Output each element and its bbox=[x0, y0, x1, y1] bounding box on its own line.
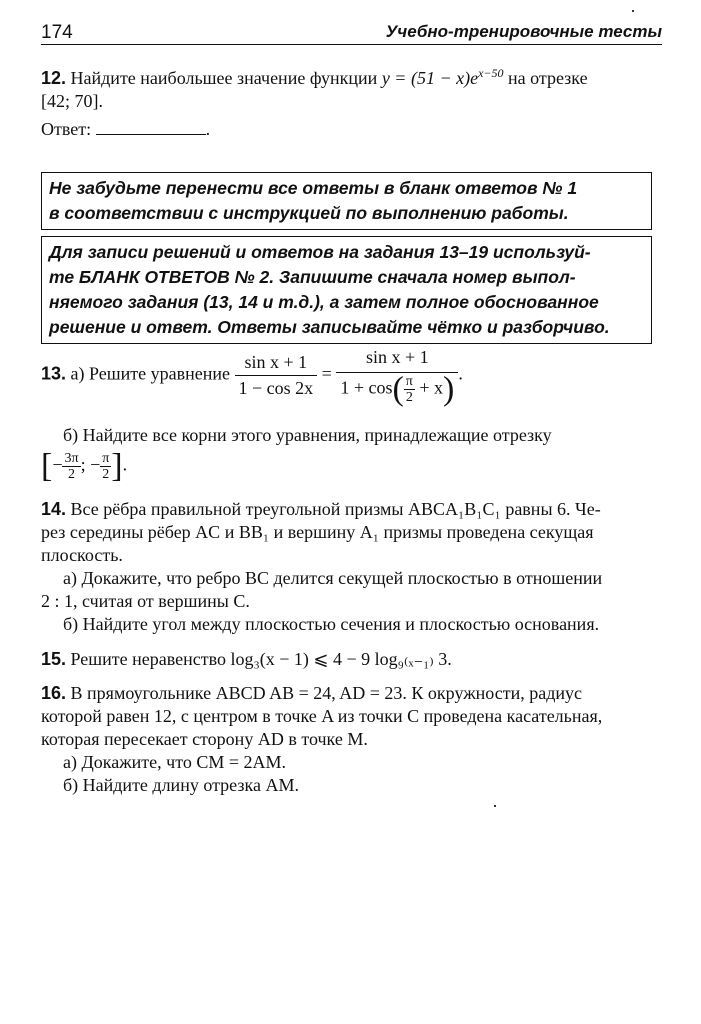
notice-box-2 bbox=[41, 236, 652, 344]
lhs-numerator: sin x + 1 bbox=[235, 351, 318, 376]
answer-label: Ответ: bbox=[41, 119, 92, 139]
task-12-exponent: x−50 bbox=[478, 66, 504, 80]
notice-box-1 bbox=[41, 172, 652, 230]
task-16-b-line: б) Найдите длину отрезка AM. bbox=[63, 775, 299, 795]
task-16-line-2: которой равен 12, с центром в точке A из точки C проведена касательная, bbox=[41, 706, 603, 726]
running-title: Учебно-тренировочные тесты bbox=[385, 22, 662, 41]
task-13-a-text: а) Решите уравнение bbox=[70, 363, 230, 384]
task-12-answer: Ответ: . bbox=[41, 119, 211, 139]
task-12-number: 12. bbox=[41, 68, 67, 88]
segment-end-num: π bbox=[102, 451, 110, 466]
task-13-b-text: б) Найдите все корни этого уравнения, принадлежащие отрезку bbox=[63, 425, 552, 445]
lhs-denominator: 1 − cos 2x bbox=[238, 378, 314, 398]
pi-denominator: 2 bbox=[405, 390, 413, 405]
task-14-number: 14. bbox=[41, 499, 67, 519]
task-12-interval: [42; 70]. bbox=[41, 91, 103, 111]
task-12-formula: y = (51 − x)e bbox=[381, 68, 479, 88]
rhs-den-prefix: 1 + cos bbox=[340, 377, 393, 398]
page-number: 174 bbox=[41, 22, 73, 43]
task-14-a-line-2: 2 : 1, считая от вершины C. bbox=[41, 591, 250, 611]
task-13-number: 13. bbox=[41, 363, 67, 384]
rhs-denominator: 1 + cos( $\frac{\pi}{2}$ + x) bbox=[340, 370, 455, 408]
scan-speck bbox=[494, 805, 496, 807]
task-14-line-2: рез середины рёбер AC и BB₁ и вершину A₁ призмы проведена секущая bbox=[41, 522, 594, 542]
task-15-text: Решите неравенство log₃(x − 1) ⩽ 4 − 9 log₉₍ₓ₋₁₎ 3. bbox=[70, 649, 452, 669]
task-16-line-3: которая пересекает сторону AD в точке M. bbox=[41, 729, 368, 749]
task-15 bbox=[41, 648, 662, 671]
segment-end-den: 2 bbox=[102, 467, 110, 482]
task-13-part-a bbox=[41, 346, 662, 408]
answer-blank bbox=[96, 118, 206, 135]
task-16-line-1: В прямоугольнике ABCD AB = 24, AD = 23. К окружности, радиус bbox=[70, 683, 582, 703]
rhs-numerator: sin x + 1 bbox=[336, 346, 458, 373]
notice-1-line-1: Не забудьте перенести все ответы в бланк ответов № 1 bbox=[49, 178, 578, 198]
task-14 bbox=[41, 498, 662, 636]
scan-speck bbox=[632, 10, 634, 12]
lhs-fraction bbox=[235, 351, 318, 400]
notice-2-line-1: Для записи решений и ответов на задания 13–19 используй- bbox=[49, 242, 591, 262]
segment-end bbox=[100, 451, 111, 482]
task-13-part-b bbox=[41, 424, 662, 485]
task-14-a-line-1: а) Докажите, что ребро BC делится секущей плоскостью в отношении bbox=[63, 568, 603, 588]
notice-1-line-2: в соответствии с инструкцией по выполнению работы. bbox=[49, 203, 569, 223]
task-13-segment: [− $\frac{3\pi}{2}$ ; − $\frac{\pi}{2}$ ]. bbox=[41, 447, 128, 485]
task-16-a-line: а) Докажите, что CM = 2AM. bbox=[63, 752, 286, 772]
task-15-number: 15. bbox=[41, 649, 67, 669]
segment-start-num: 3π bbox=[64, 451, 79, 466]
segment-start bbox=[62, 451, 80, 482]
task-16-number: 16. bbox=[41, 683, 67, 703]
task-12-text-after: на отрезке bbox=[508, 68, 588, 88]
rhs-den-suffix: + x bbox=[419, 377, 444, 398]
task-12 bbox=[41, 62, 662, 113]
rhs-fraction bbox=[336, 346, 458, 408]
equals-sign: = bbox=[321, 363, 332, 384]
page-header bbox=[41, 22, 662, 45]
pi-half-fraction bbox=[404, 374, 415, 405]
segment-start-den: 2 bbox=[68, 467, 76, 482]
equation-end: . bbox=[458, 363, 463, 384]
notice-2-line-4: решение и ответ. Ответы записывайте чётко и разборчиво. bbox=[49, 317, 610, 337]
task-14-b-line: б) Найдите угол между плоскостью сечения и плоскостью основания. bbox=[63, 614, 600, 634]
pi-numerator: π bbox=[405, 374, 413, 389]
notice-2-line-3: няемого задания (13, 14 и т.д.), а затем полное обоснованное bbox=[49, 292, 599, 312]
notice-2-line-2: те БЛАНК ОТВЕТОВ № 2. Запишите сначала номер выпол- bbox=[49, 267, 576, 287]
task-14-line-1: Все рёбра правильной треугольной призмы ABCA₁B₁C₁ равны 6. Че- bbox=[70, 499, 601, 519]
task-12-text: Найдите наибольшее значение функции bbox=[70, 68, 378, 88]
task-16 bbox=[41, 682, 662, 797]
task-14-line-3: плоскость. bbox=[41, 545, 123, 565]
